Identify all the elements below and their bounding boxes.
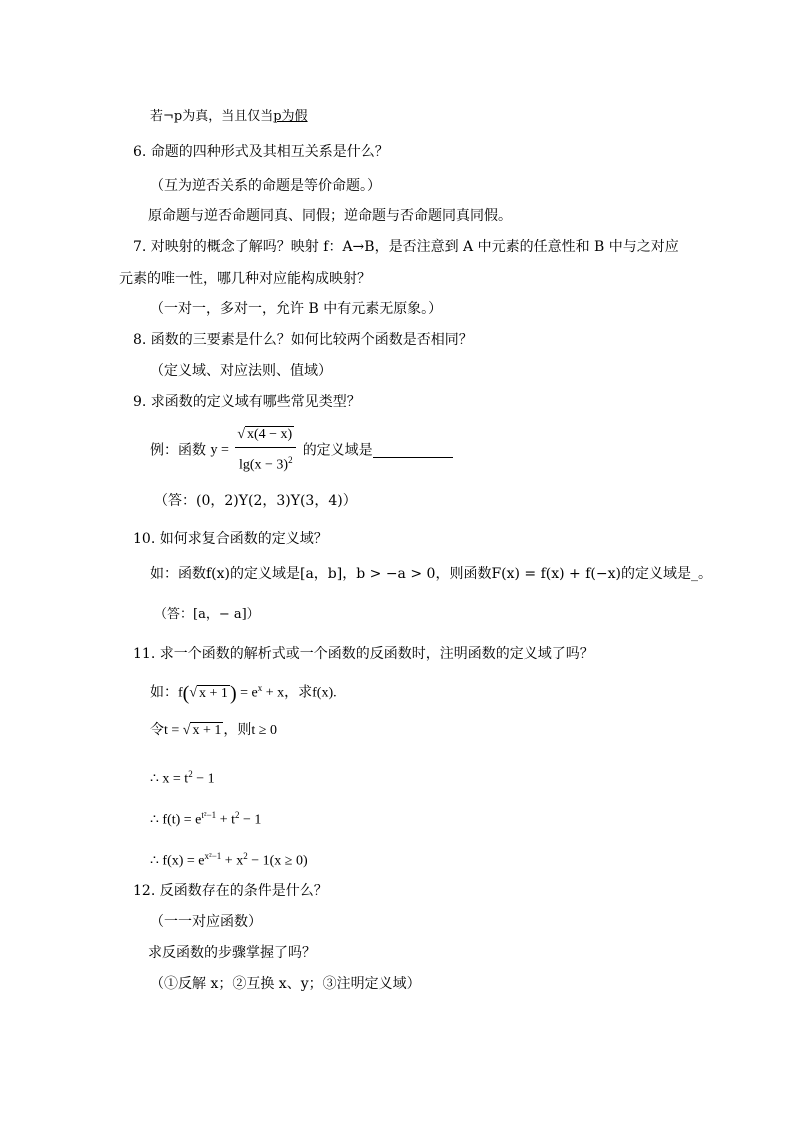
step-3-a: ∴ f(t) = e — [150, 812, 202, 828]
answer-7: （一对一，多对一，允许 B 中有元素无原象。） — [150, 301, 443, 317]
answer-6b: 原命题与逆否命题同真、同假；逆命题与否命题同真同假。 — [148, 208, 512, 224]
step-3-c: − 1 — [239, 812, 262, 828]
example-10 — [150, 565, 712, 583]
answer-blank — [373, 443, 453, 458]
step-4-c: − 1 — [247, 853, 270, 869]
example-10-b: 义域是_。 — [648, 566, 712, 582]
step-3 — [150, 806, 261, 830]
step-4-exponent: x²−1 — [204, 851, 222, 861]
negation-text: ¬p为真，当且仅当 — [163, 109, 274, 124]
denominator-exponent: 2 — [288, 455, 293, 465]
example-11-radicand: x + 1 — [199, 685, 228, 701]
example-9-prefix: 例：函数 — [150, 442, 206, 459]
step-1-a: 令t = — [150, 723, 180, 738]
negation-prefix: 若 — [150, 109, 164, 124]
question-7b: 元素的唯一性，哪几种对应能构成映射？ — [119, 271, 371, 287]
step-1-b: ，则t ≥ 0 — [223, 723, 277, 738]
negation-underlined: p为假 — [273, 109, 308, 124]
answer-12a: （一一对应函数） — [150, 914, 262, 930]
example-11-exponent: x — [257, 683, 263, 693]
question-7a: 7. 对映射的概念了解吗？映射 f：A→B，是否注意到 A 中元素的任意性和 B 中与之对应 — [133, 239, 679, 255]
answer-9: （答：(0，2)Y(2，3)Y(3，4)） — [154, 493, 357, 509]
answer-12c: （①反解 x；②互换 x、y；③注明定义域） — [150, 976, 421, 992]
question-6: 6. 命题的四种形式及其相互关系是什么？ — [133, 144, 389, 160]
step-3-exponent: t²−1 — [201, 810, 217, 820]
denominator-text: lg(x − 3) — [238, 457, 289, 473]
step-4-a: ∴ f(x) = e — [150, 853, 205, 869]
example-9-fraction — [235, 424, 296, 477]
step-1: 令t = √ x + 1 ，则t ≥ 0 — [150, 723, 277, 738]
fraction-denominator — [235, 448, 296, 477]
step-4-exponent-2: 2 — [243, 851, 248, 861]
step-2-exponent: 2 — [188, 769, 193, 779]
example-11: 如：f(√ x + 1 ) = $e^x + x$，求f(x). — [150, 682, 337, 705]
step-2 — [150, 765, 215, 789]
example-11-prefix: 如：f — [150, 685, 183, 701]
example-10-a: 如：函数f(x)的定义域是[a，b]，b > −a > 0，则函数F(x) = f(x) + f(−x)的定 — [150, 566, 649, 582]
answer-8: （定义域、对应法则、值域） — [150, 363, 332, 379]
question-10: 10. 如何求复合函数的定义域？ — [133, 531, 328, 547]
question-8: 8. 函数的三要素是什么？如何比较两个函数是否相同？ — [133, 332, 473, 348]
sqrt-radicand: x(4 − x) — [247, 427, 293, 442]
example-9-suffix: 的定义域是 — [302, 442, 373, 459]
question-11: 11. 求一个函数的解析式或一个函数的反函数时，注明函数的定义域了吗？ — [133, 646, 594, 662]
line-negation — [150, 108, 308, 126]
step-4-b: + x — [221, 853, 244, 869]
step-4-d: (x ≥ 0) — [269, 853, 308, 869]
fraction-numerator: √ x(4 − x) — [235, 424, 296, 448]
example-9-y: y = — [210, 442, 229, 458]
example-11-rest: + x，求f(x). — [265, 685, 337, 701]
step-4 — [150, 847, 308, 871]
step-1-radicand: x + 1 — [192, 723, 222, 738]
question-9: 9. 求函数的定义域有哪些常见类型？ — [133, 394, 361, 410]
example-9 — [150, 424, 453, 477]
question-12: 12. 反函数存在的条件是什么？ — [133, 883, 328, 899]
answer-12b: 求反函数的步骤掌握了吗？ — [148, 945, 316, 961]
step-2-b: − 1 — [192, 771, 215, 787]
step-3-b: + t — [216, 812, 235, 828]
step-3-exponent-2: 2 — [234, 810, 240, 820]
step-2-a: ∴ x = t — [150, 771, 189, 787]
example-11-mid: = e — [240, 685, 258, 701]
answer-6a: （互为逆否关系的命题是等价命题。） — [150, 178, 381, 194]
answer-10: （答：[a，− a]） — [154, 607, 260, 622]
